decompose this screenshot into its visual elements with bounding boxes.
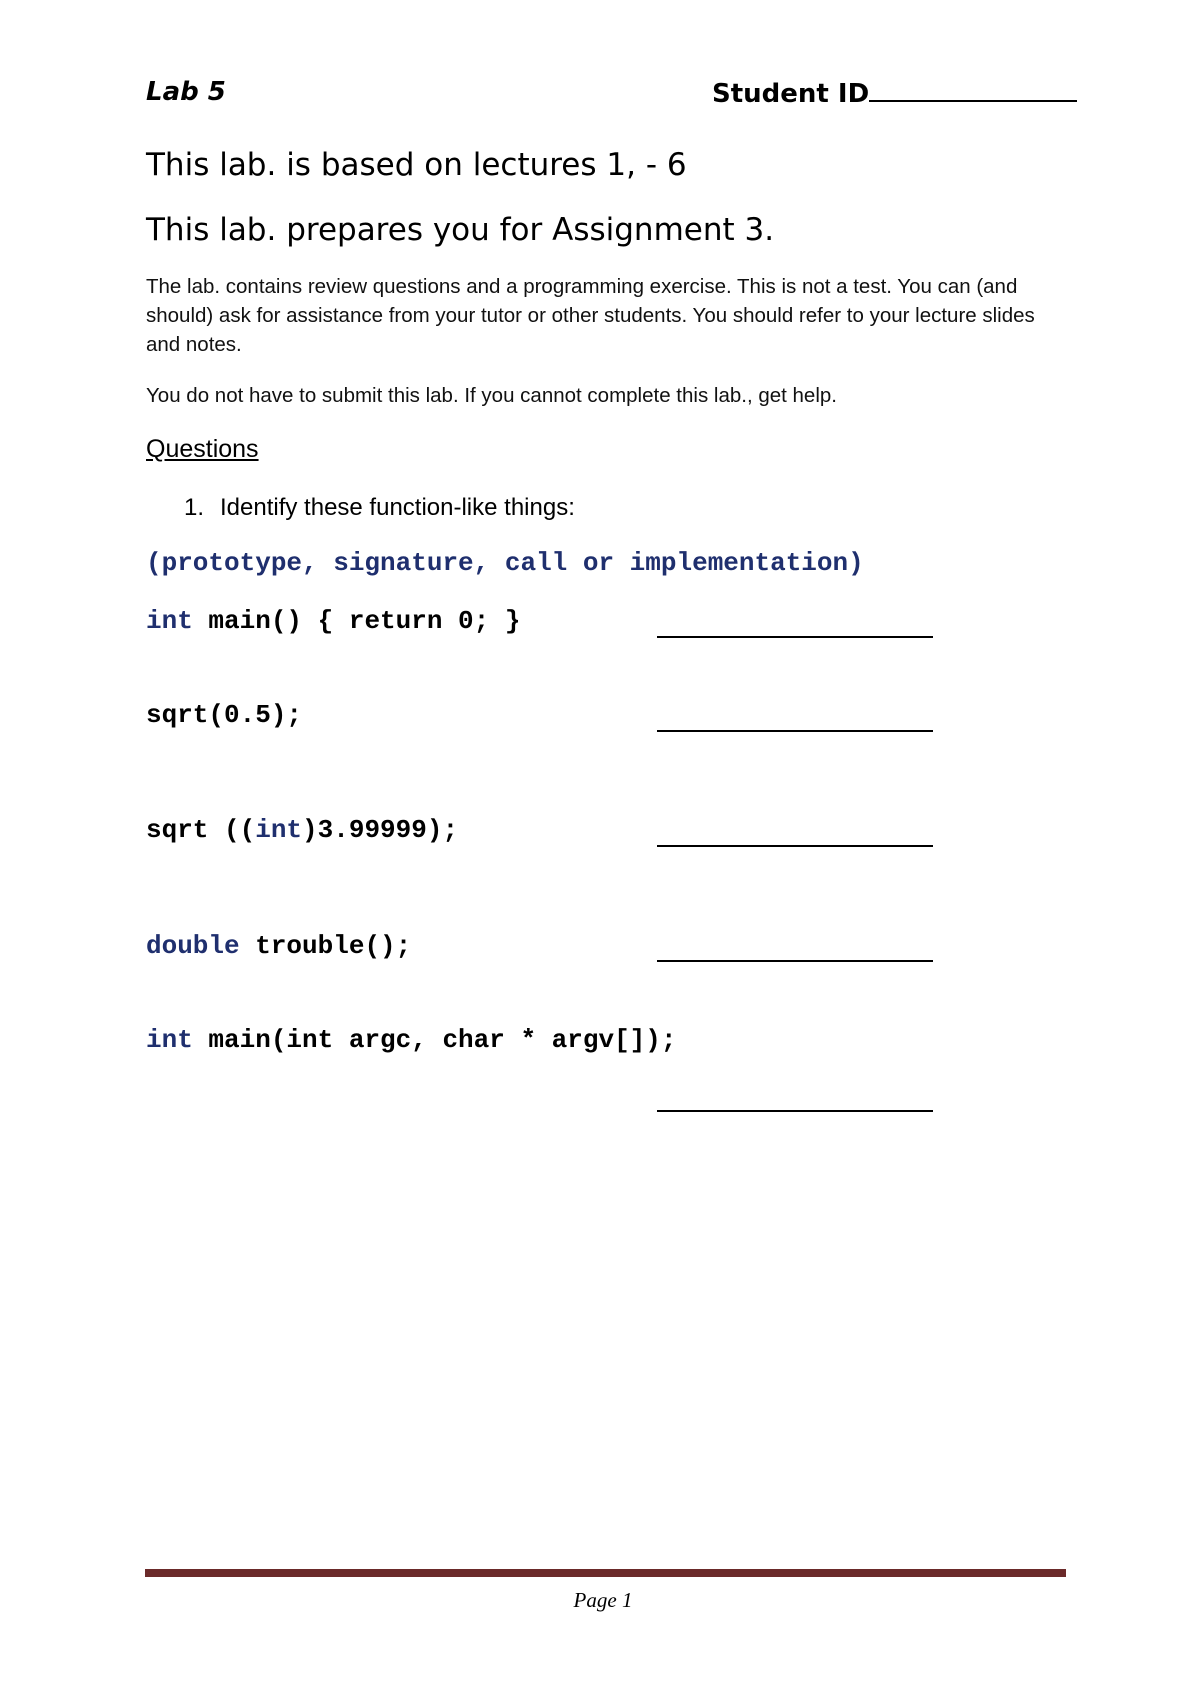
code-keyword: double bbox=[146, 931, 240, 961]
code-text-pre: sqrt (( bbox=[146, 815, 256, 845]
page-number-text: Page 1 bbox=[573, 1588, 633, 1612]
code-item-4 bbox=[146, 929, 411, 963]
code-text: main(int argc, char * argv[]); bbox=[192, 1025, 677, 1055]
answer-blank-2[interactable] bbox=[657, 730, 933, 732]
page-number bbox=[0, 1586, 1200, 1614]
code-text: sqrt(0.5); bbox=[146, 700, 303, 730]
questions-heading: Questions bbox=[146, 435, 259, 463]
code-keyword: int bbox=[146, 1025, 193, 1055]
code-item-3 bbox=[146, 813, 458, 847]
code-text: )3.99999); bbox=[302, 815, 459, 845]
student-id-text: Student ID bbox=[712, 79, 870, 109]
answer-blank-3[interactable] bbox=[657, 845, 933, 847]
answer-blank-5[interactable] bbox=[657, 1110, 933, 1112]
footer-divider bbox=[145, 1569, 1066, 1577]
student-id-label bbox=[712, 76, 1077, 110]
code-keyword: int bbox=[146, 606, 193, 636]
intro-assignment: This lab. prepares you for Assignment 3. bbox=[146, 212, 775, 248]
answer-blank-1[interactable] bbox=[657, 636, 933, 638]
code-text: main() { return 0; } bbox=[192, 606, 521, 636]
code-text: trouble(); bbox=[239, 931, 412, 961]
lab-title: Lab 5 bbox=[146, 77, 226, 107]
answer-options: (prototype, signature, call or implementation) bbox=[146, 548, 864, 578]
lab-description: The lab. contains review questions and a programming exercise. This is not a test. You can (and should) ask for assistance from your tutor or other students. You should refer to your lecture slides and notes. bbox=[146, 275, 1035, 356]
question-1 bbox=[184, 492, 575, 524]
submission-note: You do not have to submit this lab. If you cannot complete this lab., get help. bbox=[146, 384, 837, 407]
code-keyword: int bbox=[255, 815, 303, 845]
code-item-1 bbox=[146, 604, 520, 638]
student-id-blank[interactable] bbox=[869, 76, 1077, 102]
code-item-5 bbox=[146, 1023, 677, 1057]
question-number: 1. bbox=[184, 494, 205, 521]
intro-lectures: This lab. is based on lectures 1, - 6 bbox=[146, 147, 687, 183]
code-item-2 bbox=[146, 698, 302, 732]
answer-blank-4[interactable] bbox=[657, 960, 933, 962]
question-text: Identify these function-like things: bbox=[220, 494, 575, 521]
